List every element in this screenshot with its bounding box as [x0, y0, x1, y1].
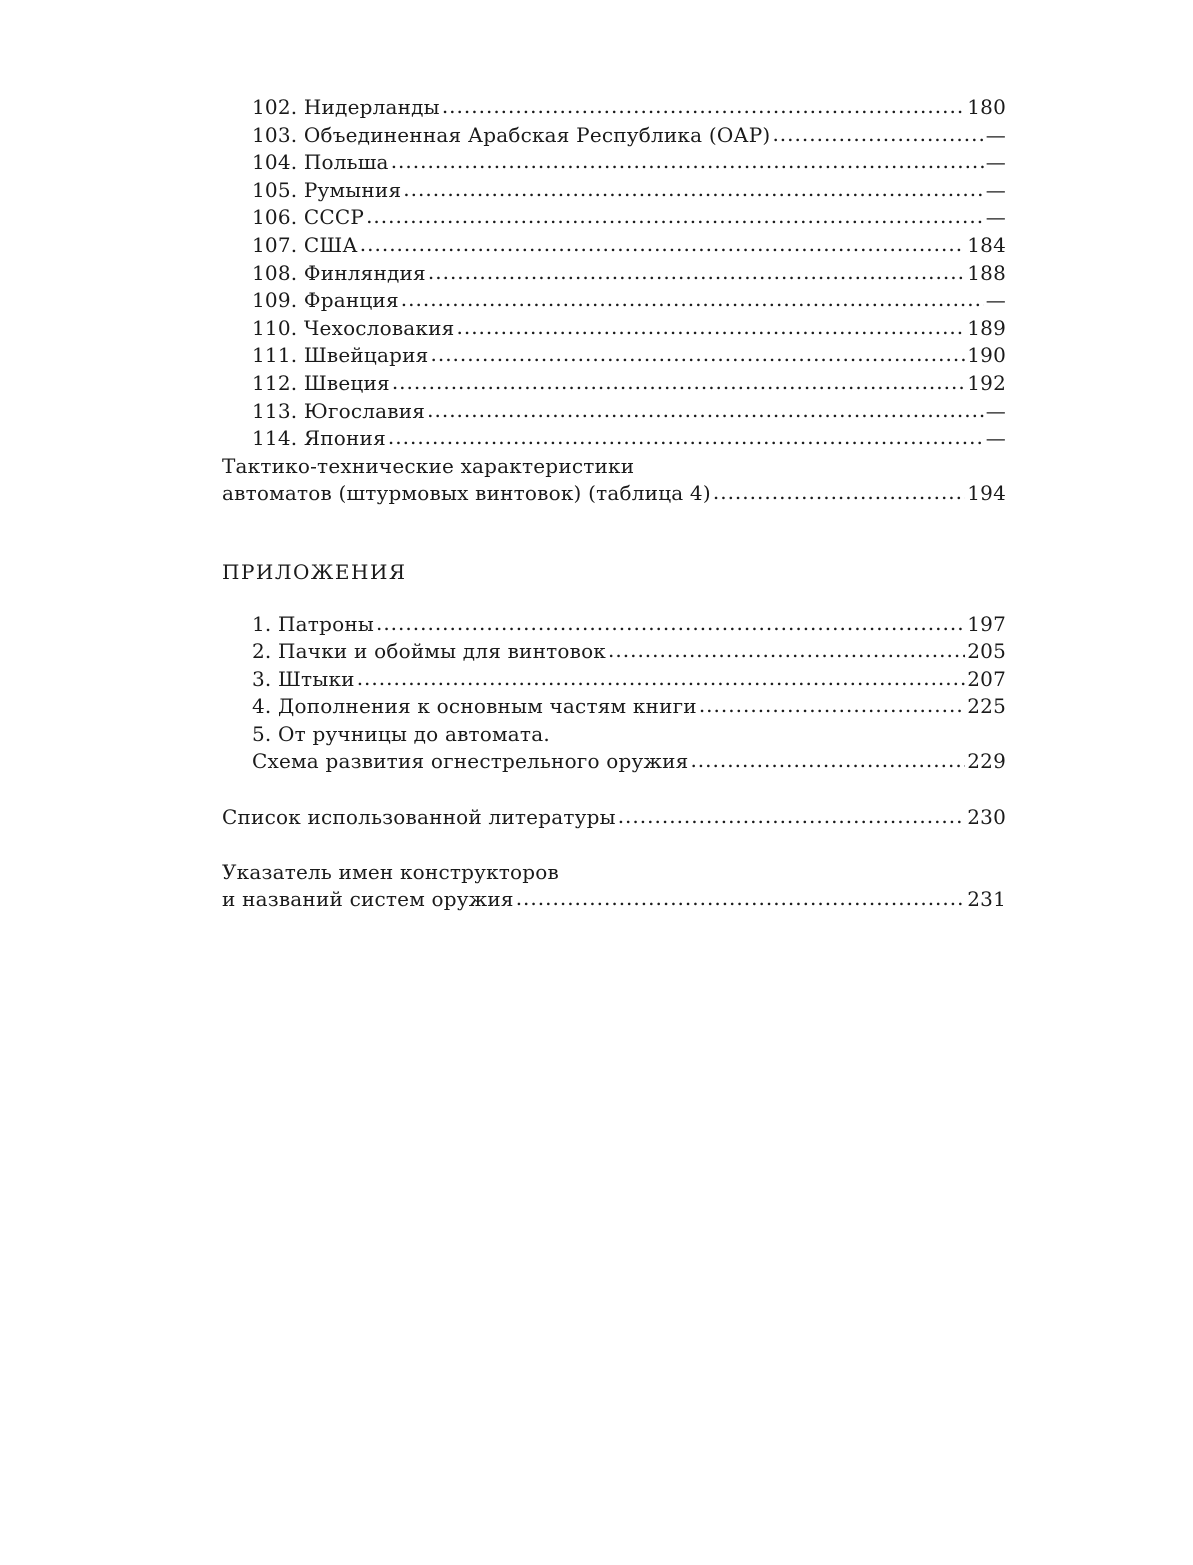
- toc-entry-114: [222, 425, 1006, 453]
- toc-entry-112: [222, 370, 1006, 398]
- toc-entry-page: 205: [967, 639, 1006, 664]
- dot-leader: [772, 121, 983, 149]
- toc-entry-literature: [222, 804, 1006, 832]
- appendix-entry-4: [222, 693, 1006, 721]
- toc-entry-105: [222, 177, 1006, 205]
- toc-entry-label: 109. Франция: [252, 288, 399, 313]
- toc-entry-label: 114. Япония: [252, 426, 386, 451]
- dot-leader: [357, 665, 966, 693]
- toc-entry-page: —: [985, 177, 1006, 202]
- toc-entry-table4: [222, 480, 1006, 508]
- toc-entry-page: 197: [967, 611, 1006, 636]
- appendix-entry-5: [222, 748, 1006, 776]
- toc-entry-page: 207: [967, 666, 1006, 691]
- toc-entry-page: 192: [967, 370, 1006, 395]
- toc-entry-page: 230: [967, 804, 1006, 829]
- toc-entry-113: [222, 398, 1006, 426]
- toc-entry-page: —: [985, 288, 1006, 313]
- toc-entry-page: 229: [967, 749, 1006, 774]
- toc-entry-label: 104. Польша: [252, 150, 389, 175]
- toc-entry-page: —: [985, 398, 1006, 423]
- dot-leader: [699, 692, 965, 720]
- toc-entry-page: —: [985, 426, 1006, 451]
- toc-entry-page: 189: [967, 315, 1006, 340]
- dot-leader: [430, 341, 965, 369]
- toc-entry-label: 1. Патроны: [252, 611, 374, 636]
- table-of-contents: [222, 94, 1006, 914]
- spacer: [222, 776, 1006, 804]
- dot-leader: [388, 424, 984, 452]
- dot-leader: [403, 176, 984, 204]
- dot-leader: [608, 637, 965, 665]
- toc-entry-label: 4. Дополнения к основным частям книги: [252, 694, 697, 719]
- toc-entry-107: [222, 232, 1006, 260]
- toc-entry-page: —: [985, 150, 1006, 175]
- toc-entry-label: и названий систем оружия: [222, 887, 514, 912]
- toc-entry-page: —: [985, 205, 1006, 230]
- toc-entry-page: 194: [967, 481, 1006, 506]
- toc-entry-label: автоматов (штурмовых винтовок) (таблица 4): [222, 481, 711, 506]
- toc-entry-104: [222, 149, 1006, 177]
- dot-leader: [618, 803, 966, 831]
- toc-entry-label: 106. СССР: [252, 205, 365, 230]
- dot-leader: [401, 286, 984, 314]
- toc-entry-page: 188: [967, 260, 1006, 285]
- toc-entry-103: [222, 122, 1006, 150]
- toc-entry-109: [222, 287, 1006, 315]
- toc-entry-page: 184: [967, 232, 1006, 257]
- toc-entry-108: [222, 260, 1006, 288]
- appendix-heading: ПРИЛОЖЕНИЯ: [222, 559, 407, 584]
- dot-leader: [391, 148, 984, 176]
- toc-entry-label: 113. Югославия: [252, 398, 426, 423]
- dot-leader: [713, 479, 965, 507]
- dot-leader: [456, 314, 965, 342]
- toc-entry-label: Список использованной литературы: [222, 804, 616, 829]
- toc-entry-label: 2. Пачки и обоймы для винтовок: [252, 639, 607, 664]
- dot-leader: [690, 747, 965, 775]
- toc-entry-index: [222, 886, 1006, 914]
- toc-entry-label: 111. Швейцария: [252, 343, 429, 368]
- toc-entry-label: 103. Объединенная Арабская Республика (ОАР): [252, 122, 771, 147]
- toc-entry-111: [222, 342, 1006, 370]
- toc-entry-label: 105. Румыния: [252, 177, 402, 202]
- toc-entry-label: 110. Чехословакия: [252, 315, 455, 340]
- toc-entry-page: 190: [967, 343, 1006, 368]
- toc-entry-index-line1: Указатель имен конструкторов: [222, 859, 559, 884]
- dot-leader: [442, 93, 965, 121]
- spacer: [222, 831, 1006, 859]
- toc-entry-page: —: [985, 122, 1006, 147]
- toc-entry-label: 108. Финляндия: [252, 260, 426, 285]
- toc-entry-page: 225: [967, 694, 1006, 719]
- appendix-entry-3: [222, 666, 1006, 694]
- dot-leader: [366, 203, 984, 231]
- toc-entry-page: 231: [967, 887, 1006, 912]
- toc-entry-label: 102. Нидерланды: [252, 95, 440, 119]
- toc-entry-table4-line1: Тактико-технические характеристики: [222, 453, 635, 478]
- dot-leader: [360, 231, 965, 259]
- toc-entry-label: 107. США: [252, 232, 358, 257]
- toc-entry-page: 180: [967, 95, 1006, 119]
- toc-entry-label: Схема развития огнестрельного оружия: [252, 749, 689, 774]
- dot-leader: [376, 610, 965, 638]
- toc-entry-label: 3. Штыки: [252, 666, 355, 691]
- appendix-entry-2: [222, 638, 1006, 666]
- toc-entry-110: [222, 315, 1006, 343]
- appendix-entry-5-line1: 5. От ручницы до автомата.: [252, 721, 550, 746]
- toc-entry-label: 112. Швеция: [252, 370, 390, 395]
- toc-entry-102: [222, 94, 1006, 122]
- dot-leader: [392, 369, 965, 397]
- toc-entry-106: [222, 204, 1006, 232]
- dot-leader: [427, 397, 984, 425]
- dot-leader: [516, 885, 966, 913]
- dot-leader: [428, 259, 965, 287]
- appendix-entry-1: [222, 611, 1006, 639]
